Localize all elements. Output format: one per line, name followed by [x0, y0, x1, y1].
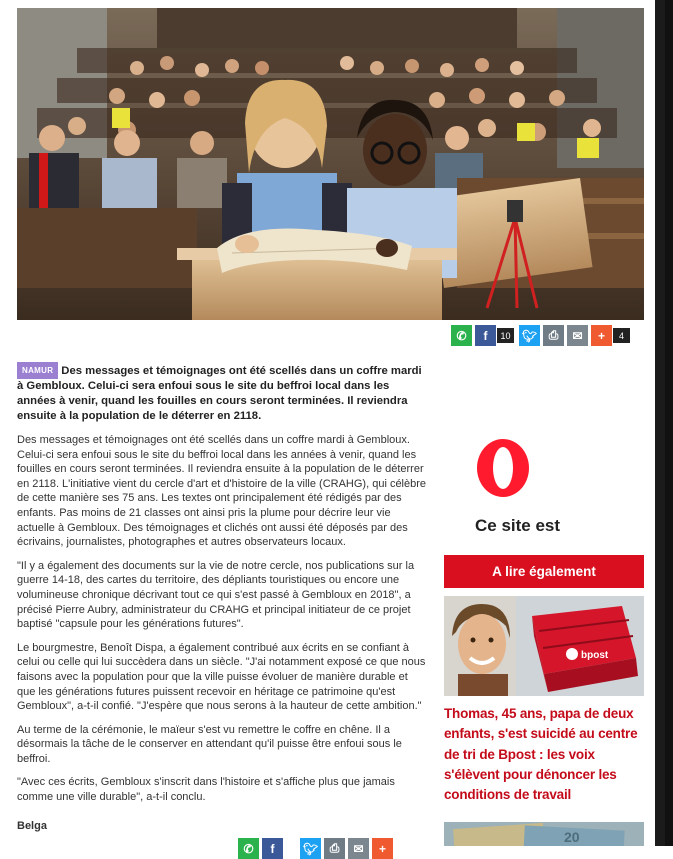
article-lead-text: Des messages et témoignages ont été scellés dans un coffre mardi à Gembloux. Celui-ci sera enfoui sous le site du beffroi local dans les années à venir, quand les fouilles en cours seront terminées. Il reviendra ensuite à la population de le déterrer en 2118.	[17, 365, 422, 422]
facebook-share-button[interactable]	[262, 838, 283, 859]
facebook-share-button[interactable]	[475, 325, 496, 346]
print-button[interactable]	[543, 325, 564, 346]
share-bar-bottom	[238, 838, 393, 859]
article-lead	[17, 362, 429, 424]
whatsapp-icon: ✆	[243, 841, 254, 856]
article-author: Belga	[17, 819, 47, 832]
browser-scrollbar-edge	[655, 0, 673, 846]
more-share-button[interactable]	[591, 325, 612, 346]
related-section-title: A lire également	[444, 555, 644, 588]
envelope-icon: ✉	[353, 841, 364, 856]
facebook-share-count: 10	[497, 328, 514, 343]
related-article-thumbnail[interactable]	[444, 596, 644, 696]
email-share-button[interactable]	[348, 838, 369, 859]
article-paragraph: Des messages et témoignages ont été scellés dans un coffre mardi à Gembloux. Celui-ci sera enfoui sous le site du beffroi local dans les années à venir, quand les fouilles en cours seront terminées. Il reviendra ensuite à la population de le déterrer en 2118. L'initiative vient du cercle d'art et d'histoire de la ville (CRAHG), qui célèbre de cette manière ses 75 ans. Les textes ont principalement été rédigés par des enfants. Pas moins de 21 classes ont ainsi pris la plume pour décrire leur vie actuelle à Gembloux. Des témoignages et clichés ont aussi été déposés par des écrivains, journalistes, photographes et autres observateurs locaux.	[17, 434, 427, 549]
hero-image-illustration	[17, 8, 644, 320]
plus-icon: +	[378, 841, 386, 856]
article-body	[17, 362, 429, 842]
twitter-bird-icon: 🐦︎	[521, 328, 538, 343]
print-button[interactable]	[324, 838, 345, 859]
printer-icon: ⎙	[329, 841, 340, 855]
email-share-button[interactable]	[567, 325, 588, 346]
twitter-share-button[interactable]	[300, 838, 321, 859]
bpost-logo-text: bpost	[581, 650, 609, 661]
whatsapp-icon: ✆	[456, 328, 467, 343]
hero-photo	[17, 8, 644, 320]
whatsapp-share-button[interactable]	[238, 838, 259, 859]
related-thumbnail-image	[444, 596, 644, 696]
facebook-icon: f	[270, 841, 275, 856]
facebook-icon: f	[483, 328, 488, 343]
article-paragraph: "Il y a également des documents sur la vie de notre cercle, nos publications sur la guerre 14-18, des cartes du territoire, des dépliants touristiques ou encore une volumineuse chronique décrivant tout ce qui s'est passé à Gembloux en 2018", a précisé Pierre Aubry, administrateur du CRAHG et principal initiateur de ce projet baptisé "capsule pour les générations futures".	[17, 559, 415, 631]
whatsapp-share-button[interactable]	[451, 325, 472, 346]
printer-icon: ⎙	[548, 328, 559, 342]
plus-icon: +	[597, 328, 605, 343]
twitter-bird-icon: 🐦︎	[302, 841, 319, 856]
envelope-icon: ✉	[572, 328, 583, 343]
ad-text: Ce site est	[475, 516, 561, 534]
related-article-headline[interactable]: Thomas, 45 ans, papa de deux enfants, s'est suicidé au centre de tri de Bpost : les voix s'élèvent pour dénoncer les conditions de travail	[444, 706, 638, 803]
opera-logo-icon	[473, 436, 533, 500]
article-paragraph: Au terme de la cérémonie, le maïeur s'est vu remettre le coffre en chêne. Il a désormais la tâche de le conserver en attendant qu'il puisse être enfoui sous le beffroi.	[17, 723, 402, 765]
article-paragraph: Le bourgmestre, Benoît Dispa, a également contribué aux écrits en se confiant à celui ou celle qui lui succèdera dans un siècle. "J'ai notamment exposé ce que nous faisons avec la population pour que la ville puisse évoluer de manière durable et que les générations futures puissent recevoir en héritage ce patrimoine qu'est Gembloux", a-t-il confié. "J'espère que nous serons à la hauteur de cette ambition."	[17, 641, 426, 713]
more-share-button[interactable]	[372, 838, 393, 859]
more-share-count: 4	[613, 328, 630, 343]
article-paragraph: "Avec ces écrits, Gembloux s'inscrit dans l'histoire et s'affiche plus que jamais comme une ville durable", a-t-il conclu.	[17, 776, 395, 804]
twitter-share-button[interactable]	[519, 325, 540, 346]
share-bar-top	[451, 325, 632, 346]
advertisement[interactable]	[445, 408, 643, 534]
related-article-thumbnail-2[interactable]	[444, 822, 644, 846]
category-tag[interactable]: NAMUR	[17, 362, 58, 379]
svg-text:20: 20	[564, 829, 580, 845]
banknotes-image	[444, 822, 644, 846]
